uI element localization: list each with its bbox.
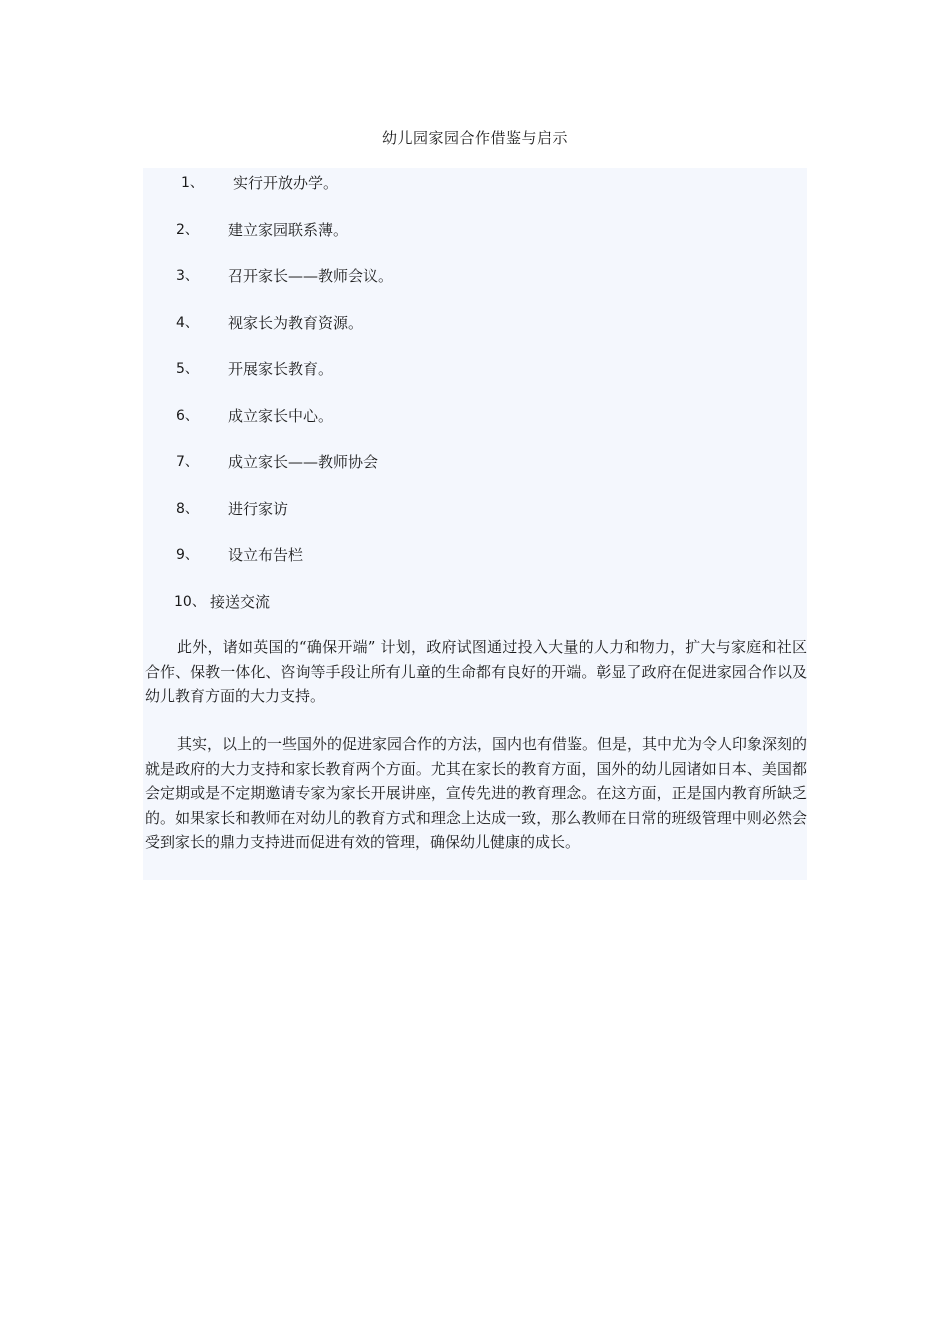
- list-text: 开展家长教育。: [228, 360, 334, 378]
- list-number: 2、: [176, 222, 199, 238]
- list-text: 接送交流: [210, 593, 271, 611]
- list-number: 5、: [176, 361, 199, 377]
- list-text: 成立家长——教师协会: [228, 453, 379, 471]
- list-text: 成立家长中心。: [228, 407, 334, 425]
- list-text: 进行家访: [228, 500, 289, 518]
- list-number: 7、: [176, 454, 199, 470]
- list-number: 6、: [176, 408, 199, 424]
- list-text: 建立家园联系薄。: [228, 221, 349, 239]
- content-box: [143, 168, 807, 880]
- list-number: 10、: [174, 594, 206, 610]
- list-number: 9、: [176, 547, 199, 563]
- paragraph: 此外，诸如英国的“确保开端” 计划，政府试图通过投入大量的人力和物力，扩大与家庭和社区合作、保教一体化、咨询等手段让所有儿童的生命都有良好的开端。彰显了政府在促进家园合作以及幼儿教育方面的大力支持。: [145, 638, 807, 706]
- list-number: 8、: [176, 501, 199, 517]
- list-text: 实行开放办学。: [233, 174, 339, 192]
- list-number: 3、: [176, 268, 199, 284]
- list-number: 4、: [176, 315, 199, 331]
- page-title: 幼儿园家园合作借鉴与启示: [381, 129, 568, 147]
- list-text: 设立布告栏: [228, 546, 304, 564]
- list-text: 召开家长——教师会议。: [228, 267, 394, 285]
- paragraph: 其实，以上的一些国外的促进家园合作的方法，国内也有借鉴。但是，其中尤为令人印象深刻的就是政府的大力支持和家长教育两个方面。尤其在家长的教育方面，国外的幼儿园诸如日本、美国都会定期或是不定期邀请专家为家长开展讲座，宣传先进的教育理念。在这方面，正是国内教育所缺乏的。如果家长和教师在对幼儿的教育方式和理念上达成一致，那么教师在日常的班级管理中则必然会受到家长的鼎力支持进而促进有效的管理，确保幼儿健康的成长。: [145, 735, 808, 852]
- list-text: 视家长为教育资源。: [228, 314, 364, 332]
- list-number: 1、: [181, 175, 204, 191]
